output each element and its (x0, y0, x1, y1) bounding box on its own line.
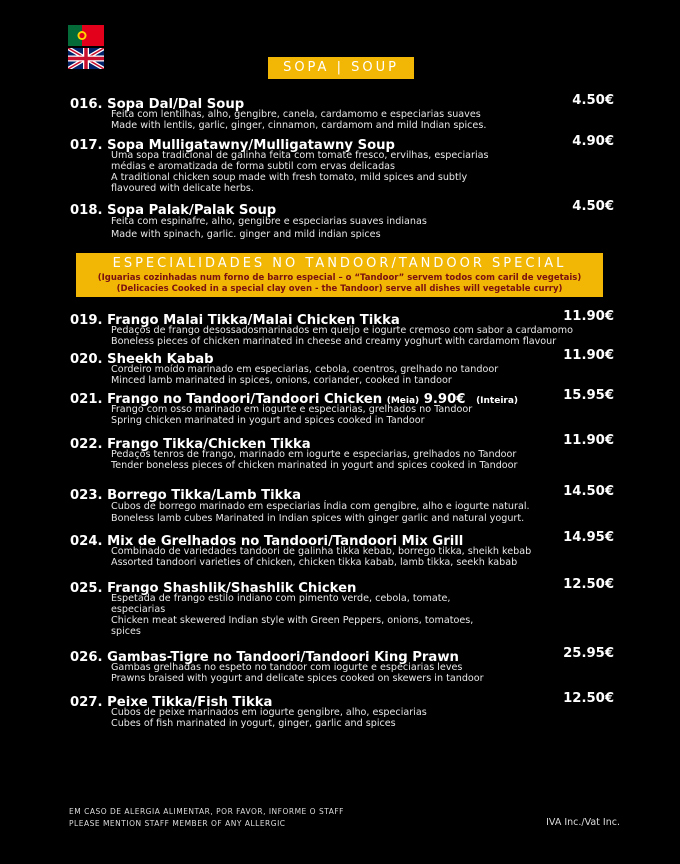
allergy-notice-pt: EM CASO DE ALERGIA ALIMENTAR, POR FAVOR, INFORME O STAFF (69, 807, 344, 816)
allergy-notice (69, 806, 344, 830)
menu-item-017 (70, 134, 614, 194)
half-label: (Meia) (386, 396, 420, 406)
item-name: 027. Peixe Tikka/Fish Tikka (70, 695, 273, 710)
item-name: 021. Frango no Tandoori/Tandoori Chicken (Meia) 9.90€ (Inteira) (70, 392, 519, 407)
item-description: Pedaços de frango desossadosmarinados em queijo e iogurte cremoso com sabor a cardamomo Boneless pieces of chicken marinated in cheese and creamy yoghurt with cardamom flavour (111, 325, 573, 347)
uk-flag-icon[interactable] (68, 48, 104, 69)
section-subtitle-pt: (Iguarias cozinhadas num forno de barro especial – o “Tandoor” servem todos com caril de vegetais) (97, 273, 582, 283)
item-description: Feita com lentilhas, alho, gengibre, canela, cardamomo e especiarias suaves Made with lentils, garlic, ginger, cinnamon, cardamom and mild Indian spices. (111, 109, 487, 131)
item-price: 12.50€ (563, 691, 614, 706)
item-name: 022. Frango Tikka/Chicken Tikka (70, 437, 311, 452)
item-price: 15.95€ (563, 388, 614, 403)
section-subtitle-en: (Delicacies Cooked in a special clay oven - the Tandoor) serve all dishes will vegetable curry) (116, 284, 563, 294)
menu-item-025 (70, 577, 614, 637)
menu-item-021 (70, 388, 614, 426)
item-description: Frango com osso marinado em iogurte e especiarias, grelhados no Tandoor Spring chicken marinated in yogurt and spices cooked in Tandoor (111, 404, 473, 426)
menu-item-024 (70, 530, 614, 568)
menu-item-026 (70, 646, 614, 684)
menu-item-016 (70, 93, 614, 131)
item-price: 14.50€ (563, 484, 614, 499)
item-name: 020. Sheekh Kabab (70, 352, 214, 367)
menu-item-020 (70, 348, 614, 386)
section-title: ESPECIALIDADES NO TANDOOR/TANDOOR SPECIAL (112, 256, 567, 271)
item-price: 4.50€ (572, 93, 614, 108)
item-name: 025. Frango Shashlik/Shashlik Chicken (70, 581, 357, 596)
item-name: 026. Gambas-Tigre no Tandoori/Tandoori King Prawn (70, 650, 459, 665)
section-title-soup: SOPA | SOUP (268, 57, 414, 79)
item-name: 019. Frango Malai Tikka/Malai Chicken Tikka (70, 313, 400, 328)
allergy-notice-en: PLEASE MENTION STAFF MEMBER OF ANY ALLERGIC (69, 819, 286, 828)
item-price: 12.50€ (563, 577, 614, 592)
item-name: 023. Borrego Tikka/Lamb Tikka (70, 488, 302, 503)
item-name: 017. Sopa Mulligatawny/Mulligatawny Soup (70, 138, 395, 153)
item-name: 024. Mix de Grelhados no Tandoori/Tandoori Mix Grill (70, 534, 464, 549)
item-description: Uma sopa tradicional de galinha feita com tomate fresco, ervilhas, especiarias médias e aromatizada de forma subtil com ervas delicadas A traditional chicken soup made with fresh tomato, mild spices and subtly flavoured with delicate herbs. (111, 150, 489, 194)
item-name: 016. Sopa Dal/Dal Soup (70, 97, 245, 112)
item-name: 018. Sopa Palak/Palak Soup (70, 203, 277, 218)
menu-item-022 (70, 433, 614, 471)
vat-notice: IVA Inc./Vat Inc. (546, 817, 620, 828)
whole-label: (Inteira) (476, 396, 519, 406)
item-description: Cubos de borrego marinado em especiarias Índia com gengibre, alho e iogurte natural. Boneless lamb cubes Marinated in Indian spices with ginger garlic and natural yogurt. (111, 501, 530, 524)
section-title-tandoor (76, 253, 603, 297)
half-price: 9.90€ (423, 392, 466, 407)
item-description: Combinado de variedades tandoori de galinha tikka kebab, borrego tikka, sheikh kebab Assorted tandoori varieties of chicken, chicken tikka kabab, lamb tikka, seekh kabab (111, 546, 532, 568)
portugal-flag-icon[interactable] (68, 25, 104, 46)
item-price: 11.90€ (563, 433, 614, 448)
item-price: 14.95€ (563, 530, 614, 545)
item-description: Espetada de frango estilo indiano com pimento verde, cebola, tomate, especiarias Chicken meat skewered Indian style with Green Peppers, onions, tomatoes, spices (111, 593, 474, 637)
item-description: Pedaços tenros de frango, marinado em iogurte e especiarias, grelhados no Tandoor Tender boneless pieces of chicken marinated in yogurt and spices cooked in Tandoor (111, 449, 518, 471)
item-description: Feita com espinafre, alho, gengibre e especiarias suaves indianas Made with spinach, garlic. ginger and mild indian spices (111, 216, 427, 240)
item-price: 25.95€ (563, 646, 614, 661)
menu-item-019 (70, 309, 614, 347)
item-price: 4.90€ (572, 134, 614, 149)
menu-item-018 (70, 199, 614, 240)
menu-item-027 (70, 691, 614, 729)
item-price: 11.90€ (563, 348, 614, 363)
item-description: Gambas grelhadas no espeto no tandoor com iogurte e especiarias leves Prawns braised with yogurt and delicate spices cooked on skewers in tandoor (111, 662, 484, 684)
item-description: Cordeiro moído marinado em especiarias, cebola, coentros, grelhado no tandoor Minced lamb marinated in spices, onions, coriander, cooked in tandoor (111, 364, 499, 386)
item-price: 11.90€ (563, 309, 614, 324)
item-description: Cubos de peixe marinados em iogurte gengibre, alho, especiarias Cubes of fish marinated in yogurt, ginger, garlic and spices (111, 707, 427, 729)
item-price: 4.50€ (572, 199, 614, 214)
menu-item-023 (70, 484, 614, 524)
